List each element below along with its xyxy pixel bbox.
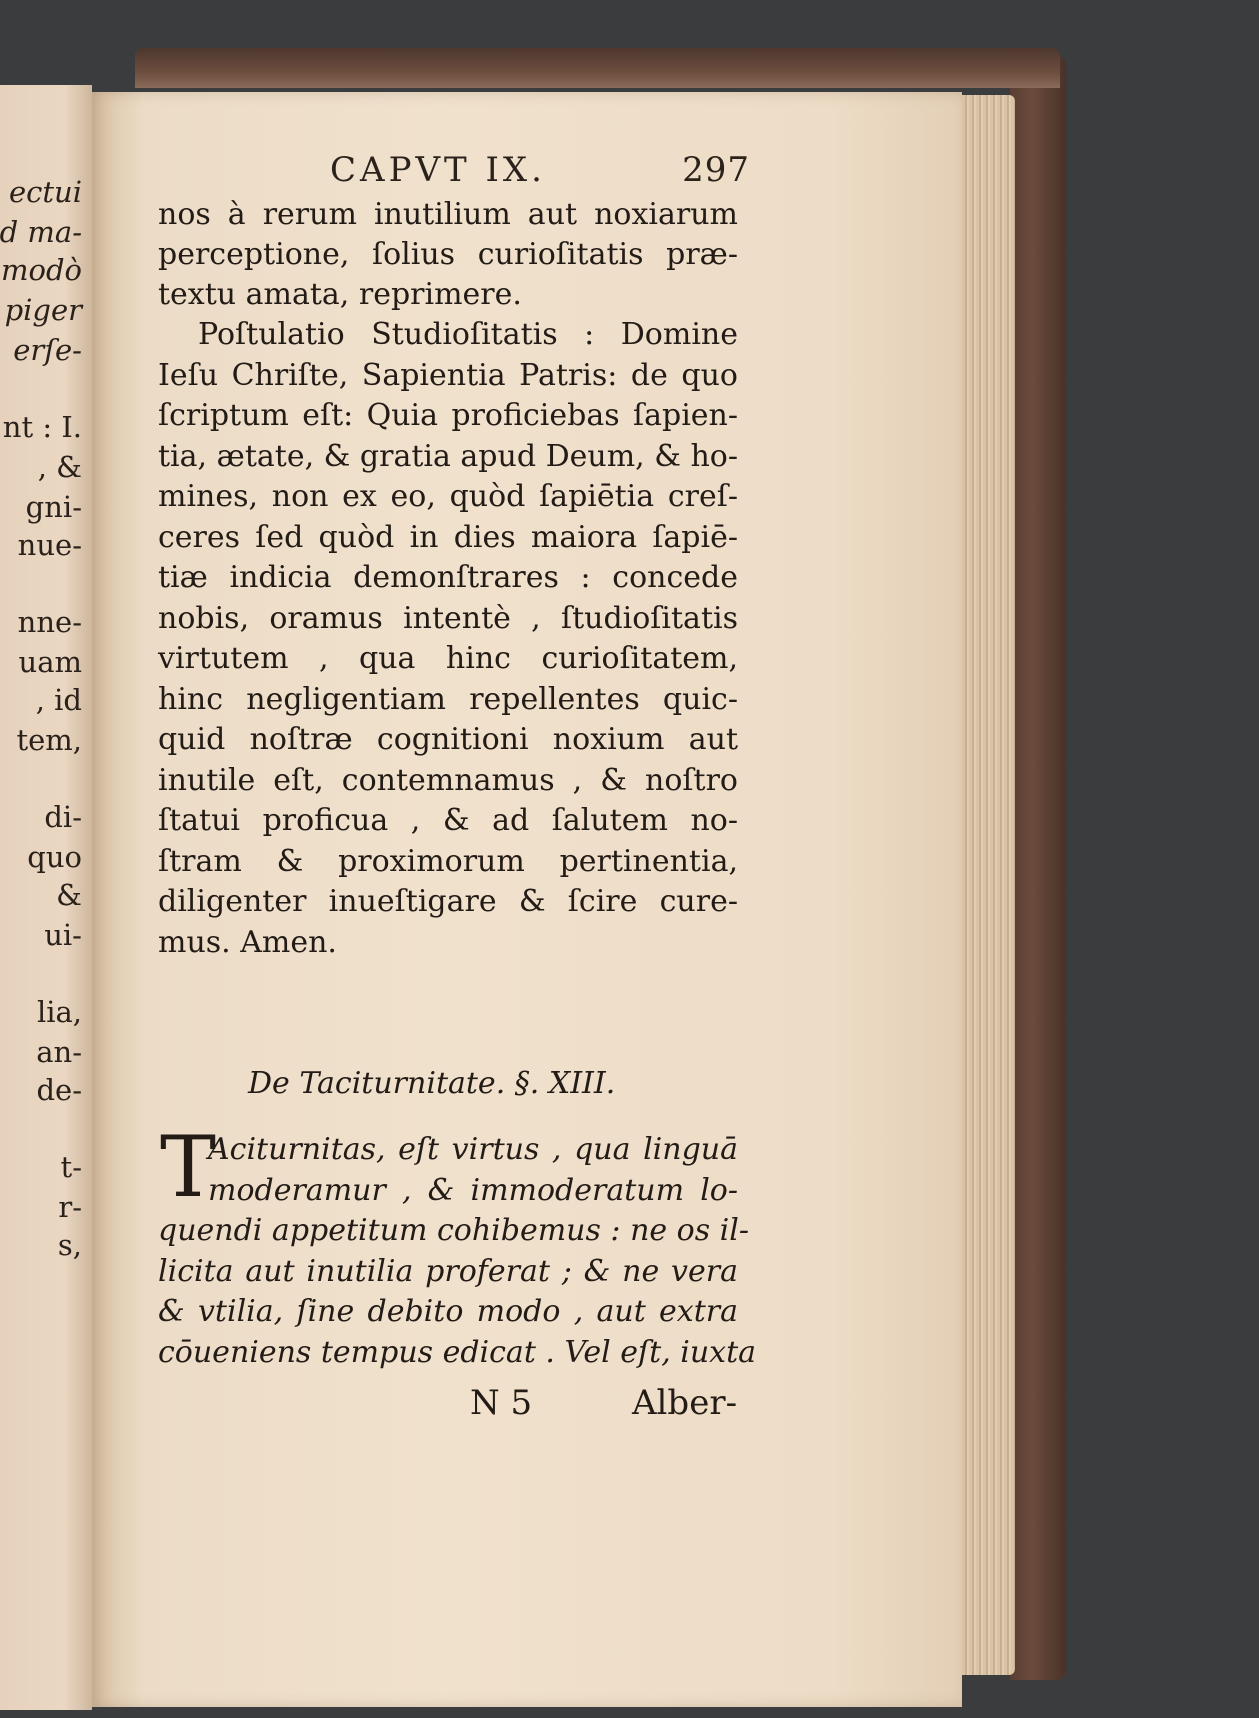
text-line: hinc negligentiam repellentes quic-: [158, 681, 738, 717]
left-page-fragment: d ma-: [0, 215, 82, 249]
left-page-fragment: di-: [44, 800, 82, 834]
text-line: tiæ indicia demonſtrares : concede: [158, 560, 738, 595]
left-page-fragment: , &: [37, 450, 82, 484]
drop-capital: T: [160, 1118, 217, 1216]
left-page-fragment: an-: [36, 1035, 82, 1069]
text-line: ſtatui proficua , & ad ſalutem no-: [158, 803, 738, 838]
text-line: diligenter inueſtigare & ſcire cure-: [158, 884, 738, 919]
book-cover-top: [135, 48, 1060, 88]
left-page-fragment: nue-: [17, 528, 82, 562]
book-cover-edge: [1010, 55, 1066, 1680]
page-number: 297: [682, 150, 750, 190]
left-page-text-fragments: [0, 85, 92, 1710]
text-line: cōueniens tempus edicat . Vel eſt, iuxta: [158, 1334, 757, 1370]
text-line: Poſtulatio Studioſitatis : Domine: [198, 317, 738, 352]
left-page-fragment: s,: [57, 1228, 82, 1262]
text-line: tia, ætate, & gratia apud Deum, & ho-: [158, 438, 738, 474]
left-page-fragment: erſe-: [13, 333, 82, 367]
text-line: licita aut inutilia proferat ; & ne vera: [158, 1253, 738, 1289]
catchword: Alber-: [632, 1383, 738, 1423]
text-line: quendi appetitum cohibemus : ne os il-: [158, 1213, 750, 1248]
left-page-fragment: modò: [1, 253, 82, 287]
text-line: nos à rerum inutilium aut noxiarum: [158, 197, 738, 232]
text-line: nobis, oramus intentè , ſtudioſitatis: [158, 600, 738, 636]
text-line: mus. Amen.: [158, 924, 337, 960]
text-line: ſcriptum eſt: Quia proficiebas ſapien-: [158, 398, 738, 433]
running-header: [330, 150, 750, 200]
left-page-fragment: piger: [4, 293, 82, 327]
text-line: ceres ſed quòd in dies maiora ſapiē-: [158, 519, 738, 555]
left-facing-page: [0, 85, 92, 1710]
left-page-fragment: tem,: [16, 723, 82, 757]
left-page-fragment: ectui: [8, 175, 82, 209]
section-heading: De Taciturnitate. §. XIII.: [248, 1066, 616, 1101]
text-line: Aciturnitas, eſt virtus , qua linguā: [208, 1132, 738, 1167]
text-line: ſtram & proximorum pertinentia,: [158, 843, 738, 879]
text-line: moderamur , & immoderatum lo-: [208, 1172, 738, 1208]
running-title: CAPVT IX.: [330, 150, 546, 190]
left-page-fragment: r-: [58, 1190, 82, 1224]
text-line: inutile eſt, contemnamus , & noſtro: [158, 762, 738, 798]
left-page-fragment: de-: [36, 1073, 82, 1107]
left-page-fragment: lia,: [36, 995, 82, 1029]
left-page-fragment: &: [56, 878, 82, 912]
left-page-fragment: uam: [18, 645, 82, 679]
text-line: quid noſtræ cognitioni noxium aut: [158, 722, 738, 757]
text-line: perceptione, ſolius curioſitatis præ-: [158, 237, 738, 272]
signature-mark: N 5: [470, 1383, 533, 1423]
text-line: virtutem , qua hinc curioſitatem,: [158, 641, 738, 676]
left-page-fragment: nt : I.: [2, 410, 82, 444]
page-block-edges: [955, 95, 1015, 1675]
left-page-fragment: gni-: [25, 490, 82, 524]
text-line: textu amata, reprimere.: [158, 277, 522, 312]
text-line: Ieſu Chriſte, Sapientia Patris: de quo: [158, 357, 738, 393]
left-page-fragment: quo: [27, 840, 82, 874]
left-page-fragment: t-: [60, 1150, 82, 1184]
left-page-fragment: ui-: [44, 918, 82, 952]
text-line: mines, non ex eo, quòd ſapiētia creſ-: [158, 479, 738, 514]
left-page-fragment: nne-: [17, 605, 82, 639]
left-page-fragment: , id: [35, 683, 82, 717]
text-line: & vtilia, ſine debito modo , aut extra: [158, 1294, 738, 1329]
